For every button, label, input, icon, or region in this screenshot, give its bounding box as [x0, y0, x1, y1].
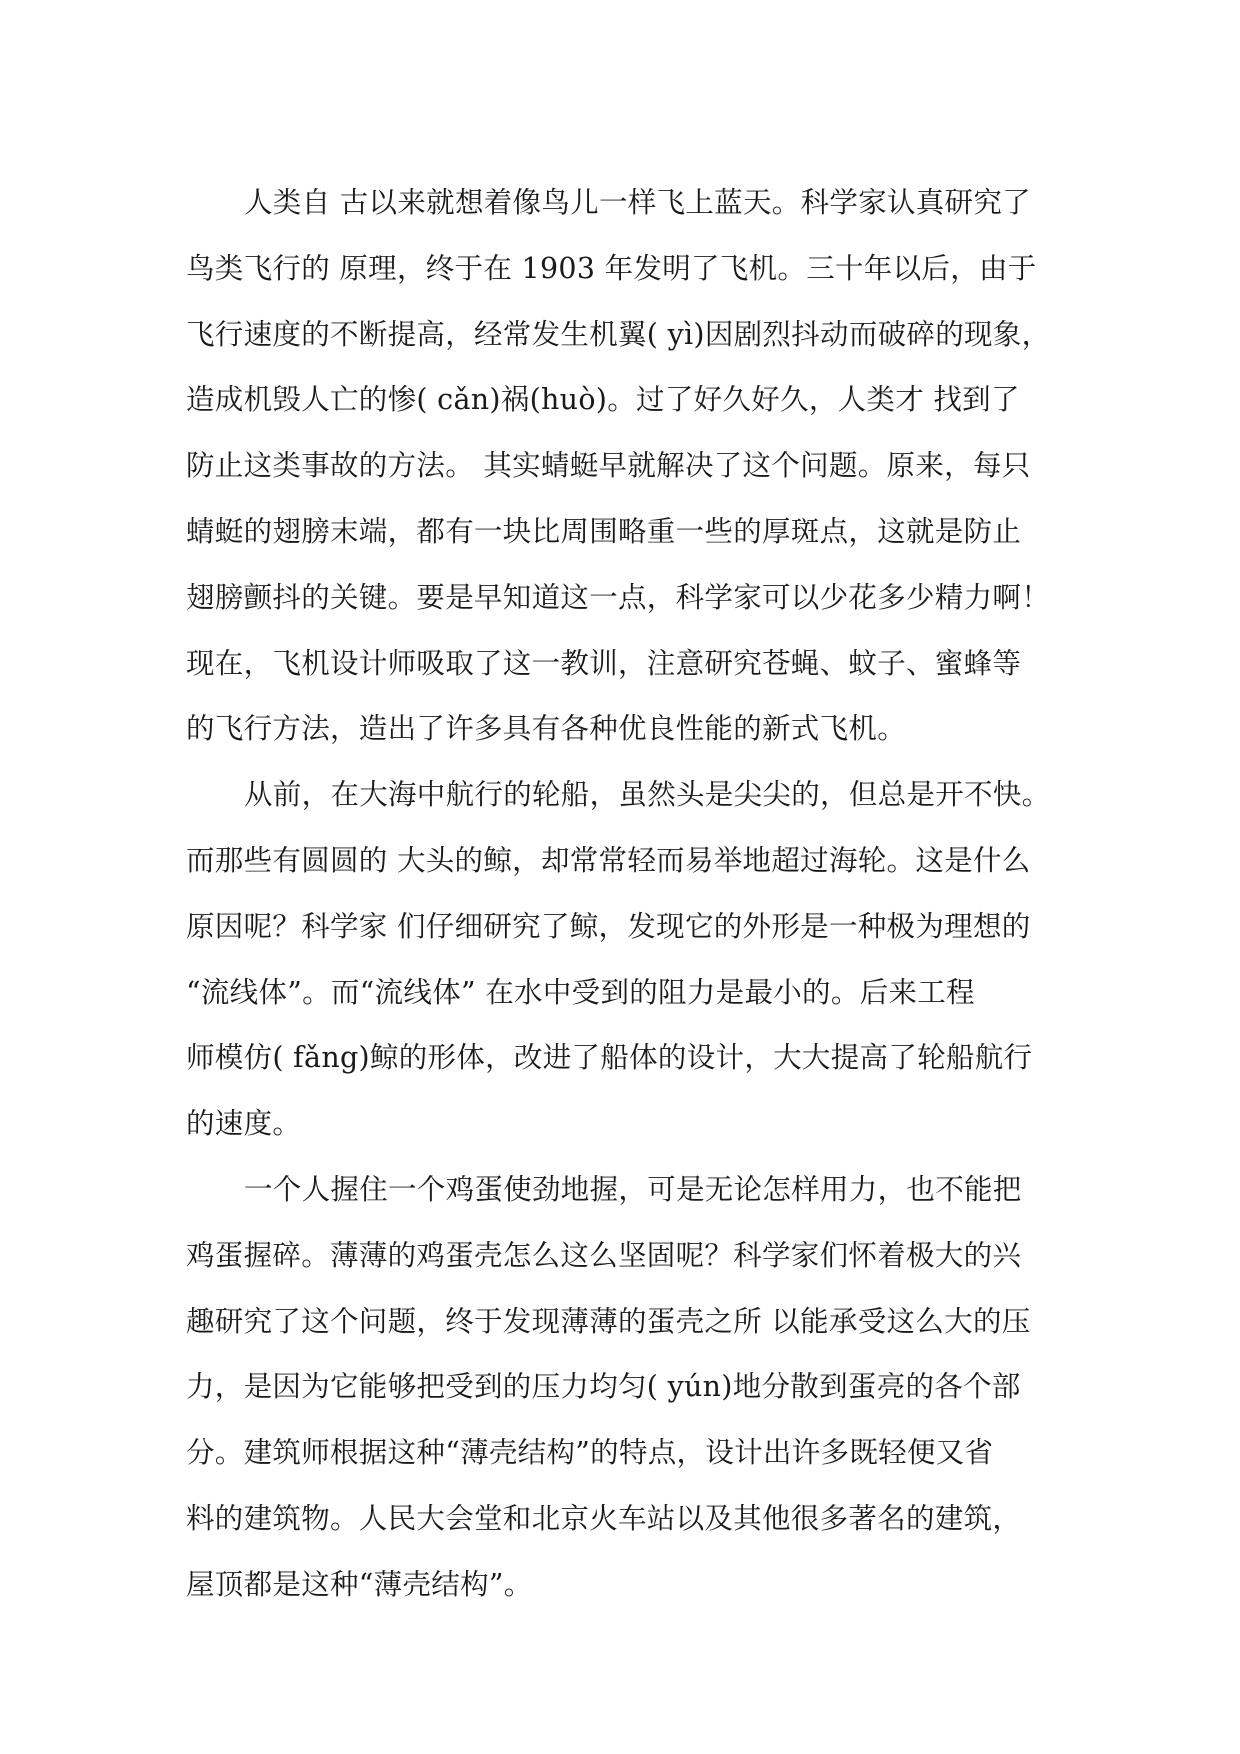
paragraph-ship: [186, 762, 1086, 1157]
document-body: [186, 170, 1086, 1618]
paragraph-line: 师模仿( fǎng)鲸的形体，改进了船体的设计，大大提高了轮船航行: [186, 1041, 1033, 1075]
paragraph-line: 屋顶都是这种“薄壳结构”。: [186, 1567, 533, 1601]
paragraph-line: “流线体”。而“流线体” 在水中受到的阻力是最小的。后来工程: [186, 975, 975, 1009]
paragraph-line: 一个人握住一个鸡蛋使劲地握，可是无论怎样用力，也不能把: [244, 1172, 1022, 1206]
paragraph-line: 飞行速度的不断提高，经常发生机翼( yì)因剧烈抖动而破碎的现象，: [186, 317, 1051, 351]
paragraph-line: 趣研究了这个问题，终于发现薄薄的蛋壳之所 以能承受这么大的压: [186, 1304, 1031, 1338]
paragraph-aircraft: [186, 170, 1086, 762]
paragraph-line: 料的建筑物。人民大会堂和北京火车站以及其他很多著名的建筑，: [186, 1501, 1022, 1535]
paragraph-line: 蜻蜓的翅膀末端，都有一块比周围略重一些的厚斑点，这就是防止: [186, 514, 1022, 548]
paragraph-line: 的飞行方法，造出了许多具有各种优良性能的新式飞机。: [186, 712, 907, 746]
paragraph-line: 而那些有圆圆的 大头的鲸，却常常轻而易举地超过海轮。这是什么: [186, 843, 1031, 877]
paragraph-line: 分。建筑师根据这种“薄壳结构”的特点，设计出许多既轻便又省: [186, 1436, 994, 1470]
paragraph-line: 原因呢？科学家 们仔细研究了鲸，发现它的外形是一种极为理想的: [186, 909, 1031, 943]
paragraph-line: 鸡蛋握碎。薄薄的鸡蛋壳怎么这么坚固呢？科学家们怀着极大的兴: [186, 1238, 1022, 1272]
paragraph-line: 从前，在大海中航行的轮船，虽然头是尖尖的，但总是开不快。: [244, 778, 1051, 812]
paragraph-line: 造成机毁人亡的惨( cǎn)祸(huò)。过了好久好久，人类才 找到了: [186, 383, 1020, 417]
paragraph-line: 现在，飞机设计师吸取了这一教训，注意研究苍蝇、蚊子、蜜蜂等: [186, 646, 1022, 680]
paragraph-line: 的速度。: [186, 1107, 302, 1141]
paragraph-line: 人类自 古以来就想着像鸟儿一样飞上蓝天。科学家认真研究了: [244, 186, 1031, 219]
paragraph-eggshell: [186, 1157, 1086, 1618]
paragraph-line: 鸟类飞行的 原理，终于在 1903 年发明了飞机。三十年以后，由于: [186, 251, 1037, 285]
paragraph-line: 力，是因为它能够把受到的压力均匀( yún)地分散到蛋亮的各个部: [186, 1370, 1021, 1404]
paragraph-line: 防止这类事故的方法。 其实蜻蜓早就解决了这个问题。原来，每只: [186, 449, 1031, 483]
paragraph-line: 翅膀颤抖的关键。要是早知道这一点，科学家可以少花多少精力啊！: [186, 580, 1051, 614]
